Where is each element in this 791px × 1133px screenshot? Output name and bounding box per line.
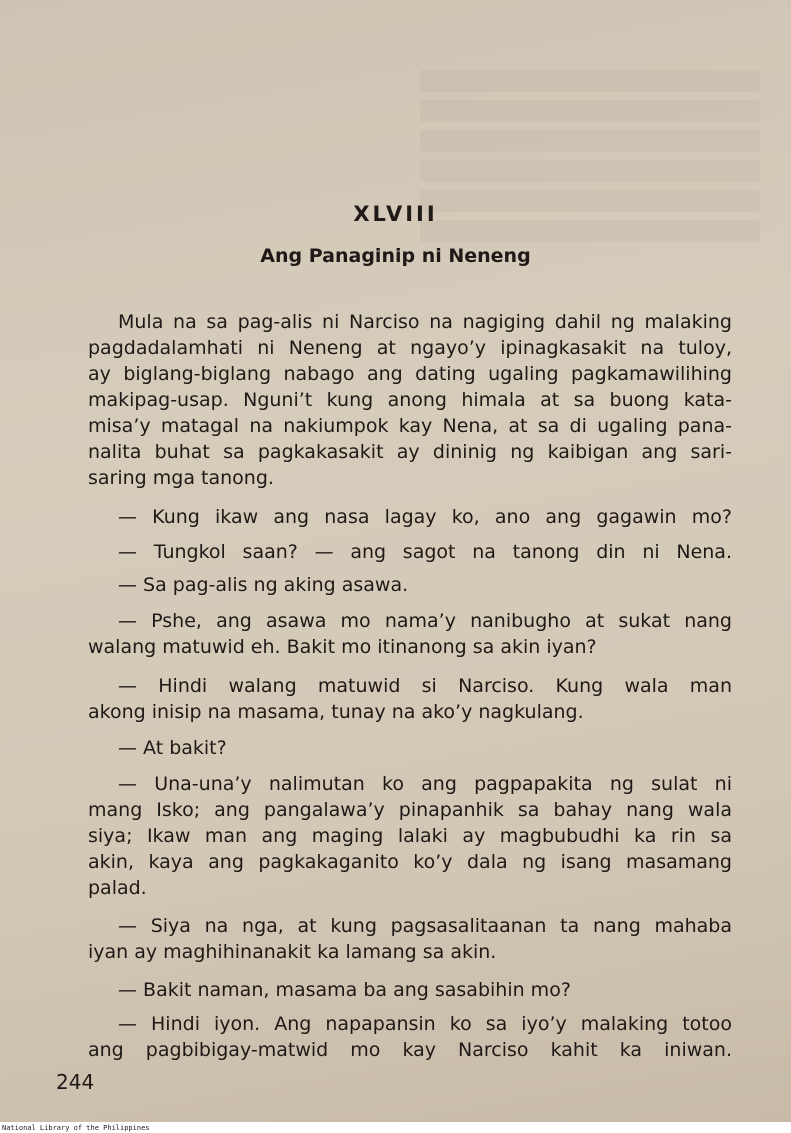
dialogue-line: — Kung ikaw ang nasa lagay ko, ano ang gagawin mo? — [118, 506, 732, 528]
dialogue-line: — Una-una’y nalimutan ko ang pagpapakita ng sulat ni — [118, 773, 732, 795]
paragraph-line: makipag-usap. Nguni’t kung anong himala at sa buong kata- — [88, 389, 732, 411]
dialogue-line: — Tungkol saan? — ang sagot na tanong din ni Nena. — [118, 541, 732, 563]
dialogue-line: akin, kaya ang pagkakaganito ko’y dala ng isang masamang — [88, 851, 732, 873]
paragraph-line: Mula na sa pag-alis ni Narciso na nagiging dahil ng malaking — [118, 311, 732, 333]
dialogue-line: — Hindi iyon. Ang napapansin ko sa iyo’y malaking totoo — [118, 1013, 732, 1035]
dialogue-line: — Hindi walang matuwid si Narciso. Kung wala man — [118, 675, 732, 697]
page-number: 244 — [56, 1070, 95, 1094]
dialogue-line: — Pshe, ang asawa mo nama’y nanibugho at sukat nang — [118, 610, 732, 632]
paragraph-line: ay biglang-biglang nabago ang dating ugaling pagkamawilihing — [88, 363, 732, 385]
paragraph-line: misa’y matagal na nakiumpok kay Nena, at sa di ugaling pana- — [88, 415, 732, 437]
footer-credit: National Library of the Philippines — [2, 1124, 150, 1132]
paragraph-line: pagdadalamhati ni Neneng at ngayo’y ipinagkasakit na tuloy, — [88, 337, 732, 359]
dialogue-line: ang pagbibigay-matwid mo kay Narciso kahit ka iniwan. — [88, 1039, 732, 1061]
dialogue-line: — Siya na nga, at kung pagsasalitaanan ta nang mahaba — [118, 915, 732, 937]
paragraph-line: nalita buhat sa pagkakasakit ay dininig ng kaibigan ang sari- — [88, 441, 732, 463]
dialogue-line: mang Isko; ang pangalawa’y pinapanhik sa bahay nang wala — [88, 799, 732, 821]
dialogue-line: iyan ay maghihinanakit ka lamang sa akin. — [88, 941, 497, 963]
dialogue-line: — Bakit naman, masama ba ang sasabihin mo? — [118, 979, 571, 1001]
dialogue-line: — At bakit? — [118, 737, 227, 759]
chapter-number: XLVIII — [353, 202, 438, 226]
dialogue-line: siya; Ikaw man ang maging lalaki ay magbubudhi ka rin sa — [88, 825, 732, 847]
paragraph-line: saring mga tanong. — [88, 467, 274, 489]
dialogue-line: palad. — [88, 877, 147, 899]
dialogue-line: — Sa pag-alis ng aking asawa. — [118, 574, 409, 596]
dialogue-line: walang matuwid eh. Bakit mo itinanong sa akin iyan? — [88, 636, 597, 658]
dialogue-line: akong inisip na masama, tunay na ako’y nagkulang. — [88, 701, 584, 723]
chapter-title: Ang Panaginip ni Neneng — [260, 245, 531, 267]
